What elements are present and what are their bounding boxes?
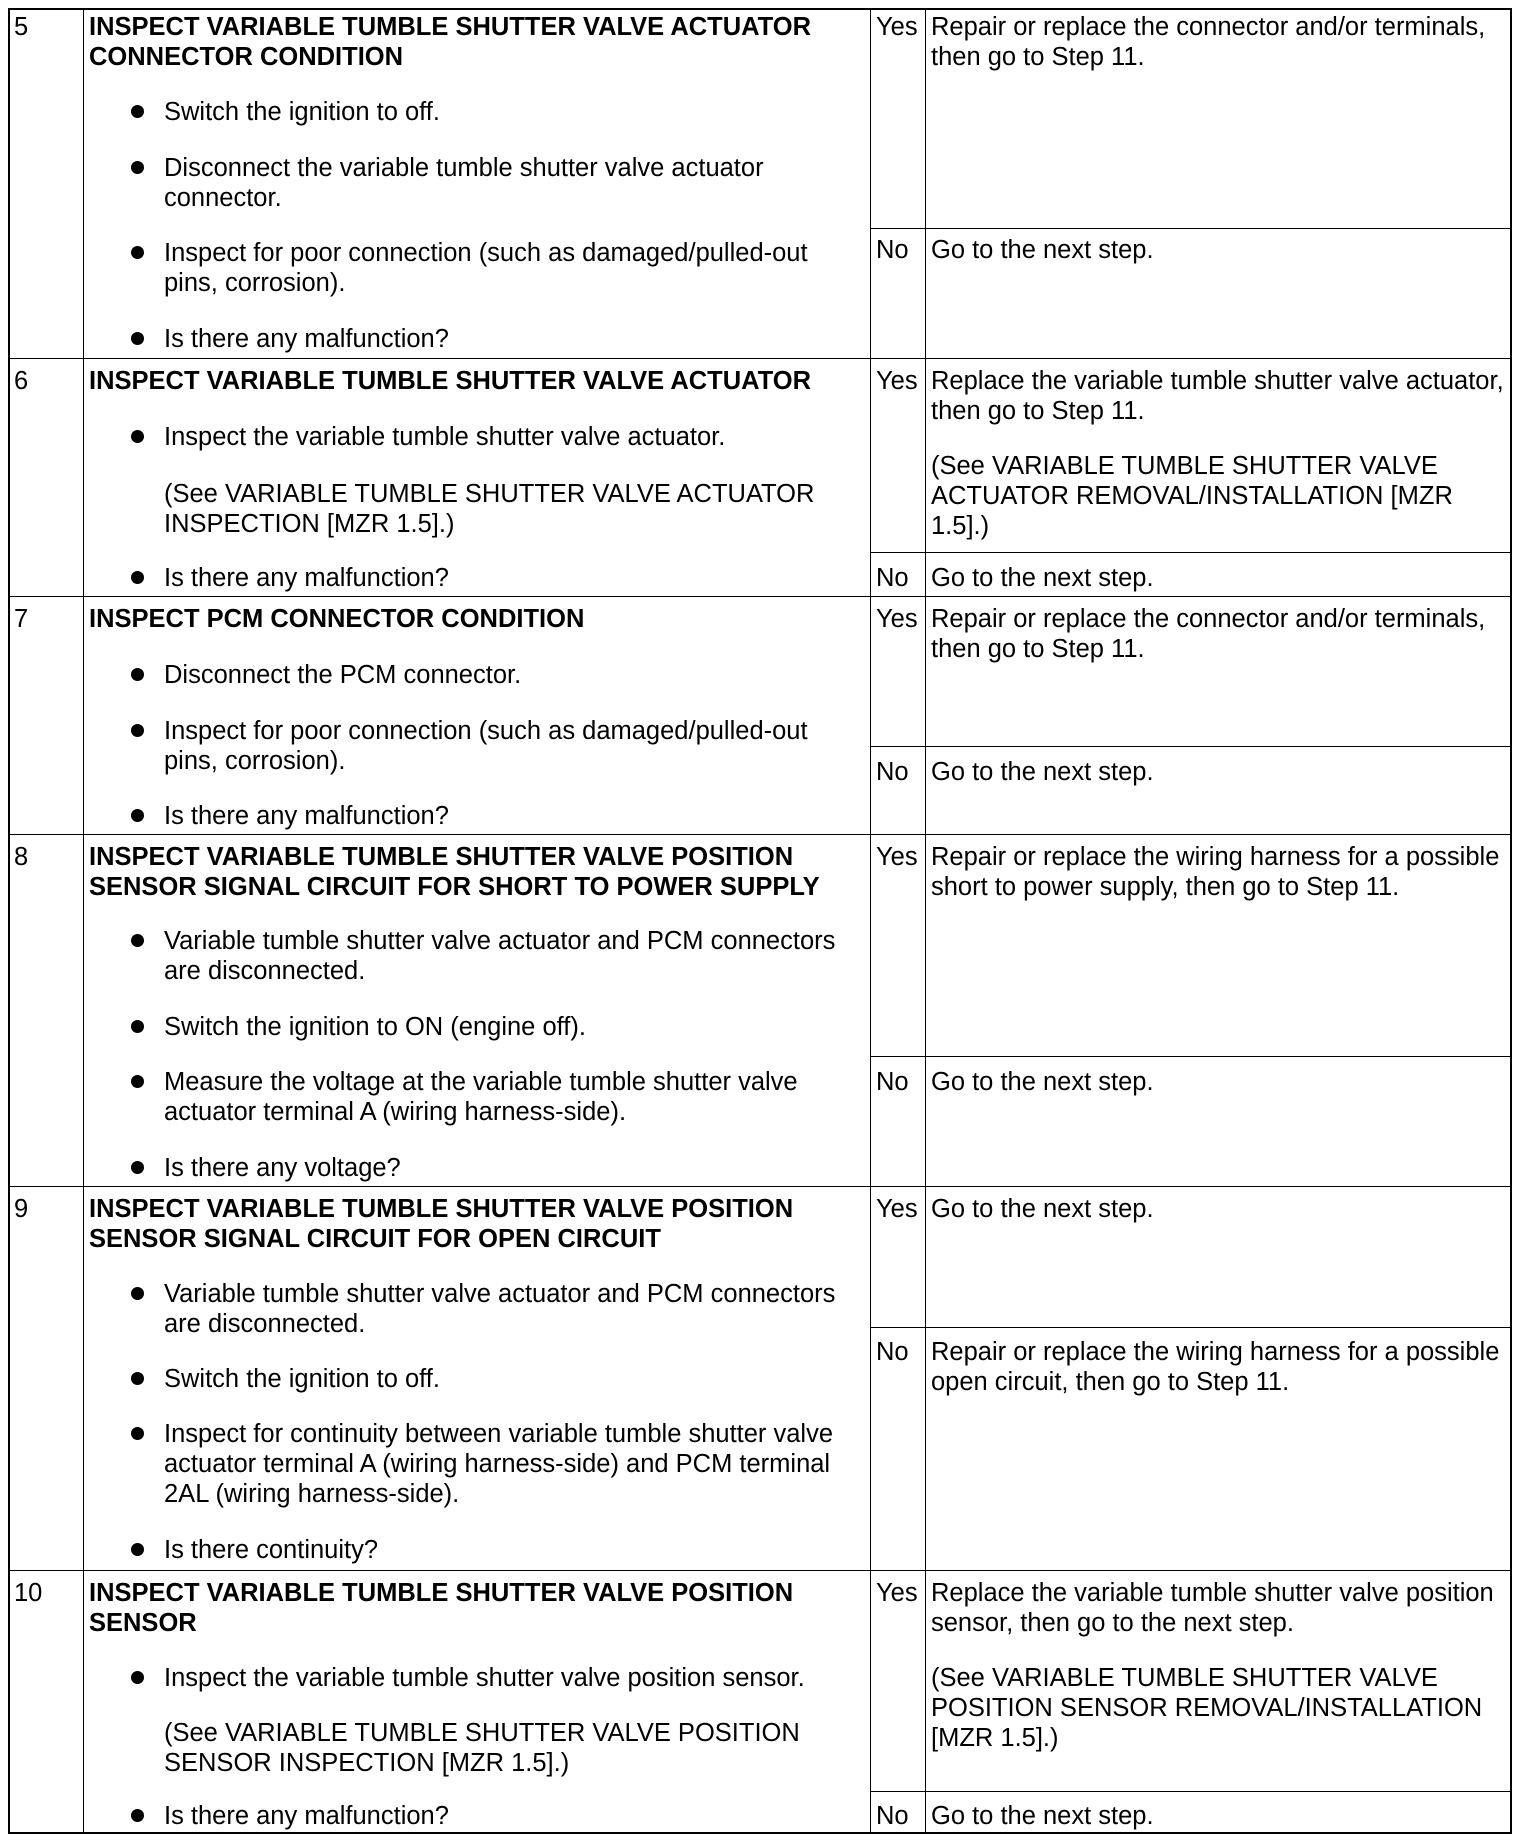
bullet-icon: [131, 105, 144, 118]
result-label: Yes: [876, 367, 918, 395]
result-label: No: [876, 1068, 909, 1096]
step-item-text: Disconnect the variable tumble shutter valve actuator: [164, 154, 764, 182]
result-row-divider: [870, 1056, 1512, 1057]
step-item-text: Is there any malfunction?: [164, 802, 449, 830]
bullet-icon: [131, 809, 144, 822]
step-item-text: actuator terminal A (wiring harness-side).: [164, 1098, 627, 1126]
result-text: Go to the next step.: [931, 236, 1154, 264]
result-text: Repair or replace the wiring harness for a possible: [931, 1338, 1500, 1366]
step-item-text: Inspect the variable tumble shutter valve actuator.: [164, 423, 726, 451]
bullet-icon: [131, 724, 144, 737]
step-row-divider: [8, 358, 1512, 359]
bullet-icon: [131, 246, 144, 259]
result-note: ACTUATOR REMOVAL/INSTALLATION [MZR: [931, 482, 1453, 510]
step-number: 7: [14, 605, 29, 633]
result-row-divider: [870, 228, 1512, 229]
step-row-divider: [8, 1186, 1512, 1187]
bullet-icon: [131, 571, 144, 584]
step-item-text: Inspect the variable tumble shutter valve position sensor.: [164, 1664, 805, 1692]
result-text: Repair or replace the connector and/or terminals,: [931, 605, 1486, 633]
bullet-icon: [131, 1161, 144, 1174]
result-text: Go to the next step.: [931, 1802, 1154, 1830]
step-title: INSPECT VARIABLE TUMBLE SHUTTER VALVE ACTUATOR: [89, 367, 812, 395]
result-label: Yes: [876, 843, 918, 871]
bullet-icon: [131, 1543, 144, 1556]
step-item-note: (See VARIABLE TUMBLE SHUTTER VALVE POSITION: [164, 1719, 800, 1747]
result-row-divider: [870, 1327, 1512, 1328]
step-item-text: Switch the ignition to off.: [164, 1365, 440, 1393]
step-item-text: Inspect for poor connection (such as damaged/pulled-out: [164, 239, 808, 267]
step-item-text: are disconnected.: [164, 957, 366, 985]
step-item-note: (See VARIABLE TUMBLE SHUTTER VALVE ACTUATOR: [164, 480, 815, 508]
step-item-text: Switch the ignition to ON (engine off).: [164, 1013, 586, 1041]
step-item-text: connector.: [164, 184, 282, 212]
result-text: Go to the next step.: [931, 1195, 1154, 1223]
step-item-text: Disconnect the PCM connector.: [164, 661, 522, 689]
bullet-icon: [131, 1427, 144, 1440]
step-title: SENSOR SIGNAL CIRCUIT FOR OPEN CIRCUIT: [89, 1225, 661, 1253]
bullet-icon: [131, 161, 144, 174]
result-note: POSITION SENSOR REMOVAL/INSTALLATION: [931, 1694, 1483, 1722]
bullet-icon: [131, 1020, 144, 1033]
step-number: 10: [14, 1579, 43, 1607]
step-title: SENSOR: [89, 1609, 197, 1637]
result-text: short to power supply, then go to Step 11.: [931, 873, 1400, 901]
bullet-icon: [131, 934, 144, 947]
result-note: 1.5].): [931, 512, 990, 540]
step-title: INSPECT VARIABLE TUMBLE SHUTTER VALVE POSITION: [89, 1579, 794, 1607]
bullet-icon: [131, 1075, 144, 1088]
step-item-text: are disconnected.: [164, 1310, 366, 1338]
result-text: Go to the next step.: [931, 758, 1154, 786]
result-text: Repair or replace the connector and/or terminals,: [931, 13, 1486, 41]
result-label: No: [876, 1802, 909, 1830]
step-row-divider: [8, 1570, 1512, 1571]
step-item-text: 2AL (wiring harness-side).: [164, 1480, 460, 1508]
result-label: Yes: [876, 605, 918, 633]
step-item-text: actuator terminal A (wiring harness-side) and PCM terminal: [164, 1450, 831, 1478]
step-item-text: Measure the voltage at the variable tumble shutter valve: [164, 1068, 798, 1096]
step-item-text: Is there any voltage?: [164, 1154, 401, 1182]
column-divider-action: [870, 8, 871, 1834]
result-label: No: [876, 564, 909, 592]
step-title: CONNECTOR CONDITION: [89, 43, 404, 71]
step-item-text: Variable tumble shutter valve actuator and PCM connectors: [164, 927, 836, 955]
step-item-text: Inspect for poor connection (such as damaged/pulled-out: [164, 717, 808, 745]
result-row-divider: [870, 552, 1512, 553]
step-item-note: INSPECTION [MZR 1.5].): [164, 510, 455, 538]
step-title: INSPECT VARIABLE TUMBLE SHUTTER VALVE POSITION: [89, 1195, 794, 1223]
result-text: then go to Step 11.: [931, 635, 1145, 663]
bullet-icon: [131, 1671, 144, 1684]
step-row-divider: [8, 834, 1512, 835]
step-item-text: Inspect for continuity between variable tumble shutter valve: [164, 1420, 834, 1448]
column-divider-result-label: [925, 8, 926, 1834]
step-title: SENSOR SIGNAL CIRCUIT FOR SHORT TO POWER SUPPLY: [89, 873, 820, 901]
step-item-text: Is there any malfunction?: [164, 325, 449, 353]
result-text: Replace the variable tumble shutter valve position: [931, 1579, 1494, 1607]
step-title: INSPECT VARIABLE TUMBLE SHUTTER VALVE POSITION: [89, 843, 794, 871]
result-text: open circuit, then go to Step 11.: [931, 1368, 1290, 1396]
step-item-text: Is there continuity?: [164, 1536, 379, 1564]
result-note: (See VARIABLE TUMBLE SHUTTER VALVE: [931, 452, 1438, 480]
result-label: No: [876, 236, 909, 264]
result-row-divider: [870, 746, 1512, 747]
bullet-icon: [131, 668, 144, 681]
step-row-divider: [8, 596, 1512, 597]
bullet-icon: [131, 1372, 144, 1385]
step-item-text: pins, corrosion).: [164, 747, 346, 775]
step-item-text: pins, corrosion).: [164, 269, 346, 297]
step-number: 6: [14, 367, 29, 395]
step-title: INSPECT VARIABLE TUMBLE SHUTTER VALVE ACTUATOR: [89, 13, 812, 41]
result-label: Yes: [876, 1195, 918, 1223]
step-item-text: Variable tumble shutter valve actuator and PCM connectors: [164, 1280, 836, 1308]
result-label: No: [876, 1338, 909, 1366]
step-item-text: Switch the ignition to off.: [164, 98, 440, 126]
result-row-divider: [870, 1791, 1512, 1792]
result-text: Replace the variable tumble shutter valve actuator,: [931, 367, 1504, 395]
bullet-icon: [131, 1287, 144, 1300]
result-note: [MZR 1.5].): [931, 1724, 1059, 1752]
result-text: then go to Step 11.: [931, 397, 1145, 425]
step-title: INSPECT PCM CONNECTOR CONDITION: [89, 605, 585, 633]
bullet-icon: [131, 430, 144, 443]
result-label: Yes: [876, 13, 918, 41]
column-divider-step: [83, 8, 84, 1834]
step-number: 9: [14, 1195, 29, 1223]
result-text: then go to Step 11.: [931, 43, 1145, 71]
result-text: Repair or replace the wiring harness for a possible: [931, 843, 1500, 871]
step-number: 5: [14, 13, 29, 41]
result-text: Go to the next step.: [931, 564, 1154, 592]
bullet-icon: [131, 1809, 144, 1822]
step-item-note: SENSOR INSPECTION [MZR 1.5].): [164, 1749, 570, 1777]
step-number: 8: [14, 843, 29, 871]
step-item-text: Is there any malfunction?: [164, 564, 449, 592]
result-text: Go to the next step.: [931, 1068, 1154, 1096]
bullet-icon: [131, 332, 144, 345]
result-label: No: [876, 758, 909, 786]
result-label: Yes: [876, 1579, 918, 1607]
result-note: (See VARIABLE TUMBLE SHUTTER VALVE: [931, 1664, 1438, 1692]
result-text: sensor, then go to the next step.: [931, 1609, 1294, 1637]
step-item-text: Is there any malfunction?: [164, 1802, 449, 1830]
